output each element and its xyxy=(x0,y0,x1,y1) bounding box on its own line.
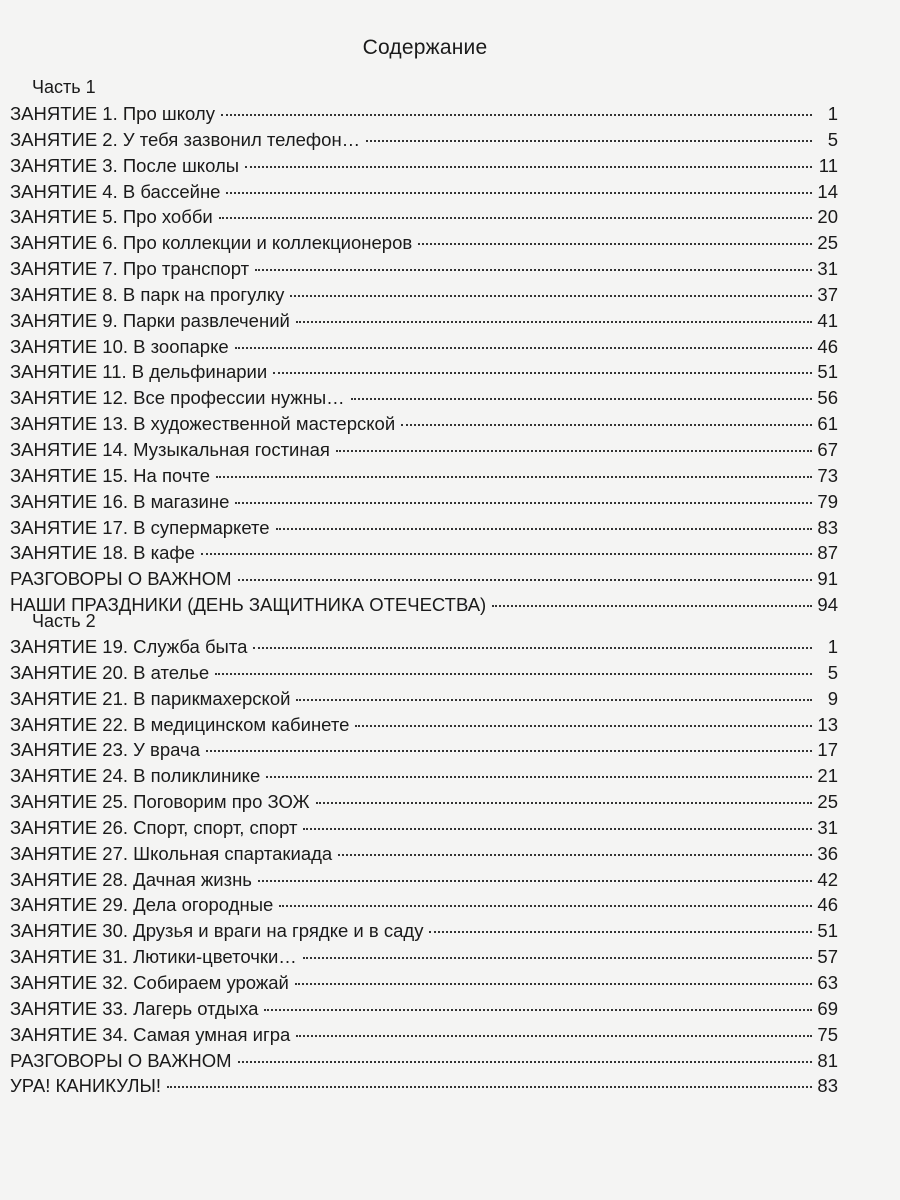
dot-leader xyxy=(253,647,812,649)
toc-entry-page-number: 56 xyxy=(817,387,838,409)
toc-entry xyxy=(10,463,838,489)
toc-entry-page-number: 31 xyxy=(817,258,838,280)
toc-entry-title: ЗАНЯТИЕ 4. В бассейне xyxy=(10,180,221,202)
toc-entry xyxy=(10,712,838,738)
toc-entry xyxy=(10,918,838,944)
toc-entry xyxy=(10,841,838,867)
toc-entry xyxy=(10,101,838,127)
toc-entry-page-number: 42 xyxy=(817,868,838,890)
toc-entry-title: ЗАНЯТИЕ 24. В поликлинике xyxy=(10,765,261,787)
dot-leader xyxy=(303,828,812,830)
dot-leader xyxy=(266,776,812,778)
toc-entry-title: ЗАНЯТИЕ 14. Музыкальная гостиная xyxy=(10,438,330,460)
toc-entry xyxy=(10,489,838,515)
toc-entry-title: ЗАНЯТИЕ 10. В зоопарке xyxy=(10,335,229,357)
toc-entry-page-number: 87 xyxy=(817,542,838,564)
toc-entry-title: ЗАНЯТИЕ 17. В супермаркете xyxy=(10,516,270,538)
toc-entry-page-number: 37 xyxy=(817,283,838,305)
toc-entry xyxy=(10,970,838,996)
toc-entry-title: ЗАНЯТИЕ 29. Дела огородные xyxy=(10,894,274,916)
toc-entry-title: ЗАНЯТИЕ 32. Собираем урожай xyxy=(10,971,289,993)
toc-entry xyxy=(10,437,838,463)
toc-entry xyxy=(10,1073,838,1099)
dot-leader xyxy=(355,725,812,727)
toc-entry xyxy=(10,944,838,970)
toc-entry-page-number: 25 xyxy=(817,232,838,254)
toc-entry xyxy=(10,660,838,686)
toc-entry-title: ЗАНЯТИЕ 16. В магазине xyxy=(10,490,230,512)
toc-entry-title: ЗАНЯТИЕ 26. Спорт, спорт, спорт xyxy=(10,816,298,838)
toc-entry xyxy=(10,634,838,660)
toc-entry xyxy=(10,789,838,815)
toc-entry-title: ЗАНЯТИЕ 28. Дачная жизнь xyxy=(10,868,252,890)
dot-leader xyxy=(245,166,812,168)
toc-entry-page-number: 75 xyxy=(817,1023,838,1045)
toc-entry-page-number: 5 xyxy=(827,128,838,150)
toc-entry xyxy=(10,867,838,893)
toc-entry xyxy=(10,592,838,618)
toc-entry-title: ЗАНЯТИЕ 13. В художественной мастерской xyxy=(10,413,396,435)
dot-leader xyxy=(273,372,812,374)
dot-leader xyxy=(215,673,812,675)
dot-leader xyxy=(351,398,812,400)
dot-leader xyxy=(238,579,812,581)
dot-leader xyxy=(226,192,812,194)
toc-entry-page-number: 83 xyxy=(817,1075,838,1097)
dot-leader xyxy=(303,957,812,959)
dot-leader xyxy=(255,269,812,271)
toc-entry-title: ЗАНЯТИЕ 34. Самая умная игра xyxy=(10,1023,291,1045)
toc-entry-page-number: 11 xyxy=(818,154,838,176)
toc-entry xyxy=(10,763,838,789)
dot-leader xyxy=(336,450,812,452)
toc-entry-title: ЗАНЯТИЕ 1. Про школу xyxy=(10,103,215,124)
toc-entry-title: ЗАНЯТИЕ 2. У тебя зазвонил телефон… xyxy=(10,128,361,150)
toc-entry xyxy=(10,204,838,230)
toc-entry-title: ЗАНЯТИЕ 20. В ателье xyxy=(10,661,210,683)
toc-entry-page-number: 21 xyxy=(817,765,838,787)
toc-entry-page-number: 13 xyxy=(817,713,838,735)
toc-list-part-2 xyxy=(10,634,838,1099)
toc-entry xyxy=(10,308,838,334)
toc-entry xyxy=(10,385,838,411)
toc-entry-title: ЗАНЯТИЕ 8. В парк на прогулку xyxy=(10,283,285,305)
toc-entry-page-number: 41 xyxy=(817,309,838,331)
dot-leader xyxy=(276,528,812,530)
toc-entry xyxy=(10,540,838,566)
toc-entry-title: ЗАНЯТИЕ 5. Про хобби xyxy=(10,206,213,228)
toc-entry-page-number: 61 xyxy=(817,413,838,435)
toc-entry-page-number: 9 xyxy=(827,687,838,709)
toc-entry-page-number: 51 xyxy=(817,361,838,383)
toc-entry-title: ЗАНЯТИЕ 27. Школьная спартакиада xyxy=(10,842,333,864)
toc-entry-page-number: 81 xyxy=(817,1049,838,1071)
toc-entry-page-number: 51 xyxy=(817,920,838,942)
part-heading: Часть 2 xyxy=(32,611,96,631)
toc-entry-page-number: 17 xyxy=(817,739,838,761)
toc-entry-title: НАШИ ПРАЗДНИКИ (ДЕНЬ ЗАЩИТНИКА ОТЕЧЕСТВА) xyxy=(10,594,487,616)
toc-entry-page-number: 36 xyxy=(817,842,838,864)
toc-entry-title: ЗАНЯТИЕ 9. Парки развлечений xyxy=(10,309,290,331)
toc-entry-title: ЗАНЯТИЕ 11. В дельфинарии xyxy=(10,361,268,383)
toc-entry xyxy=(10,256,838,282)
dot-leader xyxy=(295,983,812,985)
toc-entry-page-number: 63 xyxy=(817,971,838,993)
toc-entry xyxy=(10,737,838,763)
toc-entry xyxy=(10,230,838,256)
toc-entry-title: ЗАНЯТИЕ 22. В медицинском кабинете xyxy=(10,713,350,735)
toc-entry-title: ЗАНЯТИЕ 3. После школы xyxy=(10,154,240,176)
toc-entry-title: ЗАНЯТИЕ 12. Все профессии нужны… xyxy=(10,387,345,409)
toc-title: Содержание xyxy=(362,36,488,59)
toc-entry xyxy=(10,566,838,592)
toc-entry xyxy=(10,411,838,437)
toc-entry xyxy=(10,1022,838,1048)
toc-entry xyxy=(10,179,838,205)
toc-entry xyxy=(10,892,838,918)
toc-entry-page-number: 67 xyxy=(817,438,838,460)
toc-entry-title: УРА! КАНИКУЛЫ! xyxy=(10,1075,162,1097)
toc-entry-page-number: 57 xyxy=(817,946,838,968)
toc-entry-title: ЗАНЯТИЕ 7. Про транспорт xyxy=(10,258,250,280)
dot-leader xyxy=(219,217,812,219)
toc-entry-title: ЗАНЯТИЕ 31. Лютики-цветочки… xyxy=(10,946,297,968)
dot-leader xyxy=(279,905,812,907)
toc-list-part-1 xyxy=(10,101,838,618)
dot-leader xyxy=(258,880,812,882)
toc-entry xyxy=(10,996,838,1022)
toc-entry xyxy=(10,153,838,179)
dot-leader xyxy=(366,140,812,142)
toc-entry xyxy=(10,686,838,712)
dot-leader xyxy=(418,243,812,245)
toc-entry xyxy=(10,815,838,841)
toc-entry-page-number: 1 xyxy=(827,103,838,124)
toc-entry-page-number: 14 xyxy=(817,180,838,202)
toc-entry-title: ЗАНЯТИЕ 33. Лагерь отдыха xyxy=(10,997,259,1019)
toc-entry-page-number: 94 xyxy=(817,594,838,616)
toc-entry xyxy=(10,334,838,360)
toc-entry-page-number: 79 xyxy=(817,490,838,512)
dot-leader xyxy=(401,424,812,426)
toc-entry-title: РАЗГОВОРЫ О ВАЖНОМ xyxy=(10,568,232,590)
part-heading: Часть 1 xyxy=(32,77,96,97)
dot-leader xyxy=(167,1086,812,1088)
toc-entry-title: ЗАНЯТИЕ 18. В кафе xyxy=(10,542,195,564)
toc-entry-page-number: 69 xyxy=(817,997,838,1019)
dot-leader xyxy=(201,553,812,555)
toc-entry-page-number: 20 xyxy=(817,206,838,228)
toc-entry-page-number: 46 xyxy=(817,335,838,357)
toc-entry-page-number: 5 xyxy=(827,661,838,683)
toc-entry xyxy=(10,1048,838,1074)
dot-leader xyxy=(264,1009,812,1011)
dot-leader xyxy=(492,605,812,607)
dot-leader xyxy=(296,1035,812,1037)
toc-entry-page-number: 91 xyxy=(817,568,838,590)
toc-entry xyxy=(10,127,838,153)
dot-leader xyxy=(338,854,812,856)
dot-leader xyxy=(238,1061,812,1063)
dot-leader xyxy=(206,750,812,752)
toc-entry-title: ЗАНЯТИЕ 15. На почте xyxy=(10,464,211,486)
toc-entry-title: ЗАНЯТИЕ 23. У врача xyxy=(10,739,200,761)
toc-entry-title: ЗАНЯТИЕ 6. Про коллекции и коллекционеров xyxy=(10,232,413,254)
dot-leader xyxy=(235,502,812,504)
toc-entry-page-number: 73 xyxy=(817,464,838,486)
toc-entry xyxy=(10,515,838,541)
toc-entry-page-number: 46 xyxy=(817,894,838,916)
toc-entry-title: ЗАНЯТИЕ 21. В парикмахерской xyxy=(10,687,291,709)
toc-entry xyxy=(10,359,838,385)
toc-entry xyxy=(10,282,838,308)
dot-leader xyxy=(235,347,812,349)
dot-leader xyxy=(216,476,812,478)
toc-entry-page-number: 31 xyxy=(817,816,838,838)
toc-entry-title: ЗАНЯТИЕ 25. Поговорим про ЗОЖ xyxy=(10,791,310,813)
toc-entry-page-number: 25 xyxy=(817,791,838,813)
dot-leader xyxy=(296,321,812,323)
dot-leader xyxy=(221,114,812,116)
toc-entry-title: РАЗГОВОРЫ О ВАЖНОМ xyxy=(10,1049,232,1071)
dot-leader xyxy=(316,802,812,804)
dot-leader xyxy=(296,699,812,701)
toc-entry-page-number: 1 xyxy=(827,636,838,657)
toc-entry-title: ЗАНЯТИЕ 30. Друзья и враги на грядке и в саду xyxy=(10,920,424,942)
toc-entry-title: ЗАНЯТИЕ 19. Служба быта xyxy=(10,636,248,657)
dot-leader xyxy=(429,931,812,933)
dot-leader xyxy=(290,295,812,297)
toc-entry-page-number: 83 xyxy=(817,516,838,538)
